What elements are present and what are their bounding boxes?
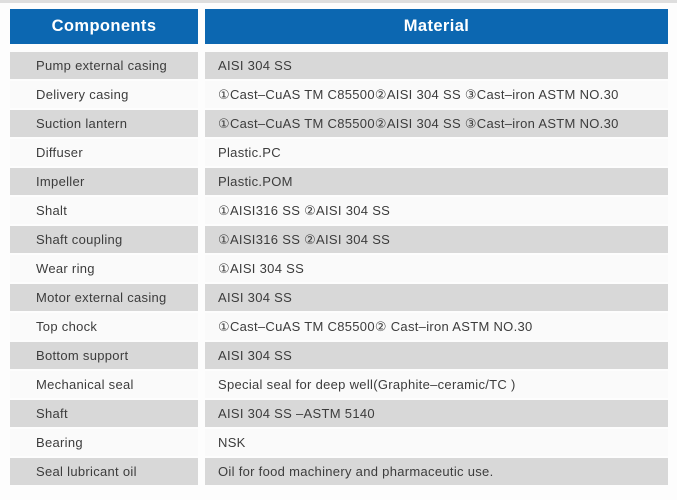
material-cell: ①AISI 304 SS	[205, 255, 668, 282]
component-cell: Seal lubricant oil	[10, 458, 198, 485]
component-cell: Mechanical seal	[10, 371, 198, 398]
table-row	[10, 458, 668, 485]
table-row	[10, 284, 668, 311]
component-cell: Shalt	[10, 197, 198, 224]
table-row	[10, 313, 668, 340]
component-cell: Wear ring	[10, 255, 198, 282]
material-cell: NSK	[205, 429, 668, 456]
table-row	[10, 110, 668, 137]
material-cell: AISI 304 SS	[205, 52, 668, 79]
header-material: Material	[205, 9, 668, 44]
table-row	[10, 429, 668, 456]
component-cell: Motor external casing	[10, 284, 198, 311]
table-row	[10, 81, 668, 108]
component-cell: Pump external casing	[10, 52, 198, 79]
table-row	[10, 255, 668, 282]
material-cell: AISI 304 SS	[205, 342, 668, 369]
table-row	[10, 52, 668, 79]
table-row	[10, 371, 668, 398]
material-cell: Special seal for deep well(Graphite–ceramic/TC )	[205, 371, 668, 398]
components-material-table	[10, 9, 668, 487]
component-cell: Shaft coupling	[10, 226, 198, 253]
material-cell: Oil for food machinery and pharmaceutic use.	[205, 458, 668, 485]
header-components: Components	[10, 9, 198, 44]
table-row	[10, 226, 668, 253]
component-cell: Suction lantern	[10, 110, 198, 137]
table-row	[10, 197, 668, 224]
table-row	[10, 342, 668, 369]
component-cell: Top chock	[10, 313, 198, 340]
component-cell: Bearing	[10, 429, 198, 456]
table-body	[10, 52, 668, 485]
scan-edge-line	[0, 0, 677, 3]
material-cell: ①AISI316 SS ②AISI 304 SS	[205, 197, 668, 224]
component-cell: Impeller	[10, 168, 198, 195]
material-cell: AISI 304 SS	[205, 284, 668, 311]
component-cell: Delivery casing	[10, 81, 198, 108]
table-row	[10, 400, 668, 427]
material-cell: ①Cast–CuAS TM C85500② Cast–iron ASTM NO.30	[205, 313, 668, 340]
component-cell: Shaft	[10, 400, 198, 427]
table-row	[10, 139, 668, 166]
material-cell: ①AISI316 SS ②AISI 304 SS	[205, 226, 668, 253]
component-cell: Bottom support	[10, 342, 198, 369]
table-row	[10, 168, 668, 195]
table-header-row	[10, 9, 668, 44]
material-cell: Plastic.PC	[205, 139, 668, 166]
component-cell: Diffuser	[10, 139, 198, 166]
material-cell: Plastic.POM	[205, 168, 668, 195]
material-cell: AISI 304 SS –ASTM 5140	[205, 400, 668, 427]
material-cell: ①Cast–CuAS TM C85500②AISI 304 SS ③Cast–iron ASTM NO.30	[205, 81, 668, 108]
material-cell: ①Cast–CuAS TM C85500②AISI 304 SS ③Cast–iron ASTM NO.30	[205, 110, 668, 137]
